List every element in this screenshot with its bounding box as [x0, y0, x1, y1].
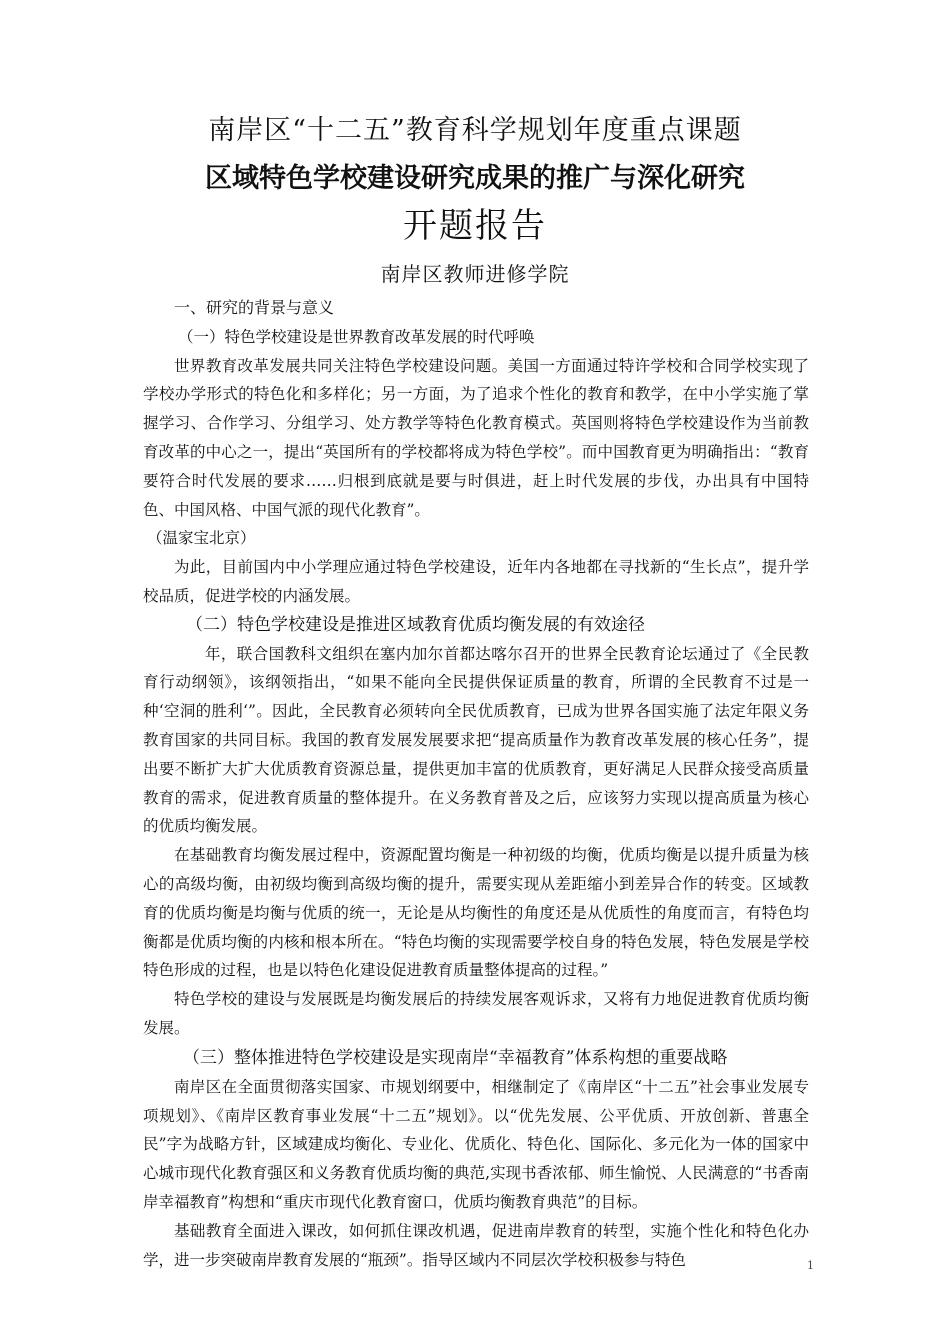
subsection-heading-2: （二）特色学校建设是推进区域教育优质均衡发展的有效途径 — [186, 614, 645, 635]
paragraph-7: 基础教育全面进入课改，如何抓住课改机遇，促进南岸教育的转型，实施个性化和特色化办学，进一步突破南岸教育发展的“瓶颈”。指导区域内不同层次学校积极参与特色 — [143, 1221, 809, 1269]
paragraph-1: 世界教育改革发展共同关注特色学校建设问题。美国一方面通过特许学校和合同学校实现了学校办学形式的特色化和多样化；另一方面，为了追求个性化的教育和教学，在中小学实施了掌握学习、合作学习、分组学习、处方教学等特色化教育模式。英国则将特色学校建设作为当前教育改革的中心之一，提出“英国所有的学校都将成为特色学校”。而中国教育更为明确指出：“教育要符合时代发展的要求……归根到底就是要与时俱进，赶上时代发展的步伐，办出具有中国特色、中国风格、中国气派的现代化教育”。 — [143, 356, 809, 519]
paragraph-3: 年，联合国教科文组织在塞内加尔首都达喀尔召开的世界全民教育论坛通过了《全民教育行动纲领》，该纲领指出，“如果不能向全民提供保证质量的教育，所谓的全民教育不过是一种‘空洞的胜利‘”。因此，全民教育必须转向全民优质教育，已成为世界各国实施了法定年限义务教育国家的共同目标。我国的教育发展发展要求把“提高质量作为教育改革发展的核心任务”，提出要不断扩大扩大优质教育资源总量，提供更加丰富的优质教育，更好满足人民群众接受高质量教育的需求，促进教育质量的整体提升。在义务教育普及之后，应该努力实现以提高质量为核心的优质均衡发展。 — [143, 644, 809, 836]
institution-name: 南岸区教师进修学院 — [380, 262, 570, 286]
section-heading-1: 一、研究的背景与意义 — [174, 298, 335, 317]
page-number: 1 — [807, 1259, 814, 1272]
paragraph-6: 南岸区在全面贯彻落实国家、市规划纲要中，相继制定了《南岸区“十二五”社会事业发展专项规划》、《南岸区教育事业发展“十二五”规划》。以“优先发展、公平优质、开放创新、普惠全民”字为战略方针，区域建成均衡化、专业化、优质化、特色化、国际化、多元化为一体的国家中心城市现代化教育强区和义务教育优质均衡的典范,实现书香浓郁、师生愉悦、人民满意的“书香南岸幸福教育”构想和“重庆市现代化教育窗口，优质均衡教育典范”的目标。 — [143, 1077, 809, 1211]
title-line-2: 区域特色学校建设研究成果的推广与深化研究 — [205, 163, 745, 194]
title-line-1: 南岸区“十二五”教育科学规划年度重点课题 — [208, 115, 742, 146]
paragraph-2: 为此，目前国内中小学理应通过特色学校建设，近年内各地都在寻找新的“生长点”，提升学校品质，促进学校的内涵发展。 — [143, 558, 809, 605]
paragraph-4: 在基础教育均衡发展过程中，资源配置均衡是一种初级的均衡，优质均衡是以提升质量为核心的高级均衡，由初级均衡到高级均衡的提升，需要实现从差距缩小到差异合作的转变。区域教育的优质均衡是均衡与优质的统一，无论是从均衡性的角度还是从优质性的角度而言，有特色均衡都是优质均衡的内核和根本所在。“特色均衡的实现需要学校自身的特色发展，特色发展是学校特色形成的过程，也是以特色化建设促进教育质量整体提高的过程。” — [143, 846, 809, 980]
subsection-heading-1: （一）特色学校建设是世界教育改革发展的时代呼唤 — [178, 327, 535, 346]
document-body — [143, 294, 809, 1274]
paragraph-5: 特色学校的建设与发展既是均衡发展后的持续发展客观诉求，又将有力地促进教育优质均衡发展。 — [143, 990, 809, 1037]
citation-note: （温家宝北京） — [147, 529, 256, 548]
subsection-heading-3: （三）整体推进特色学校建设是实现南岸“幸福教育”体系构想的重要战略 — [183, 1047, 728, 1068]
title-line-3: 开题报告 — [403, 206, 547, 246]
